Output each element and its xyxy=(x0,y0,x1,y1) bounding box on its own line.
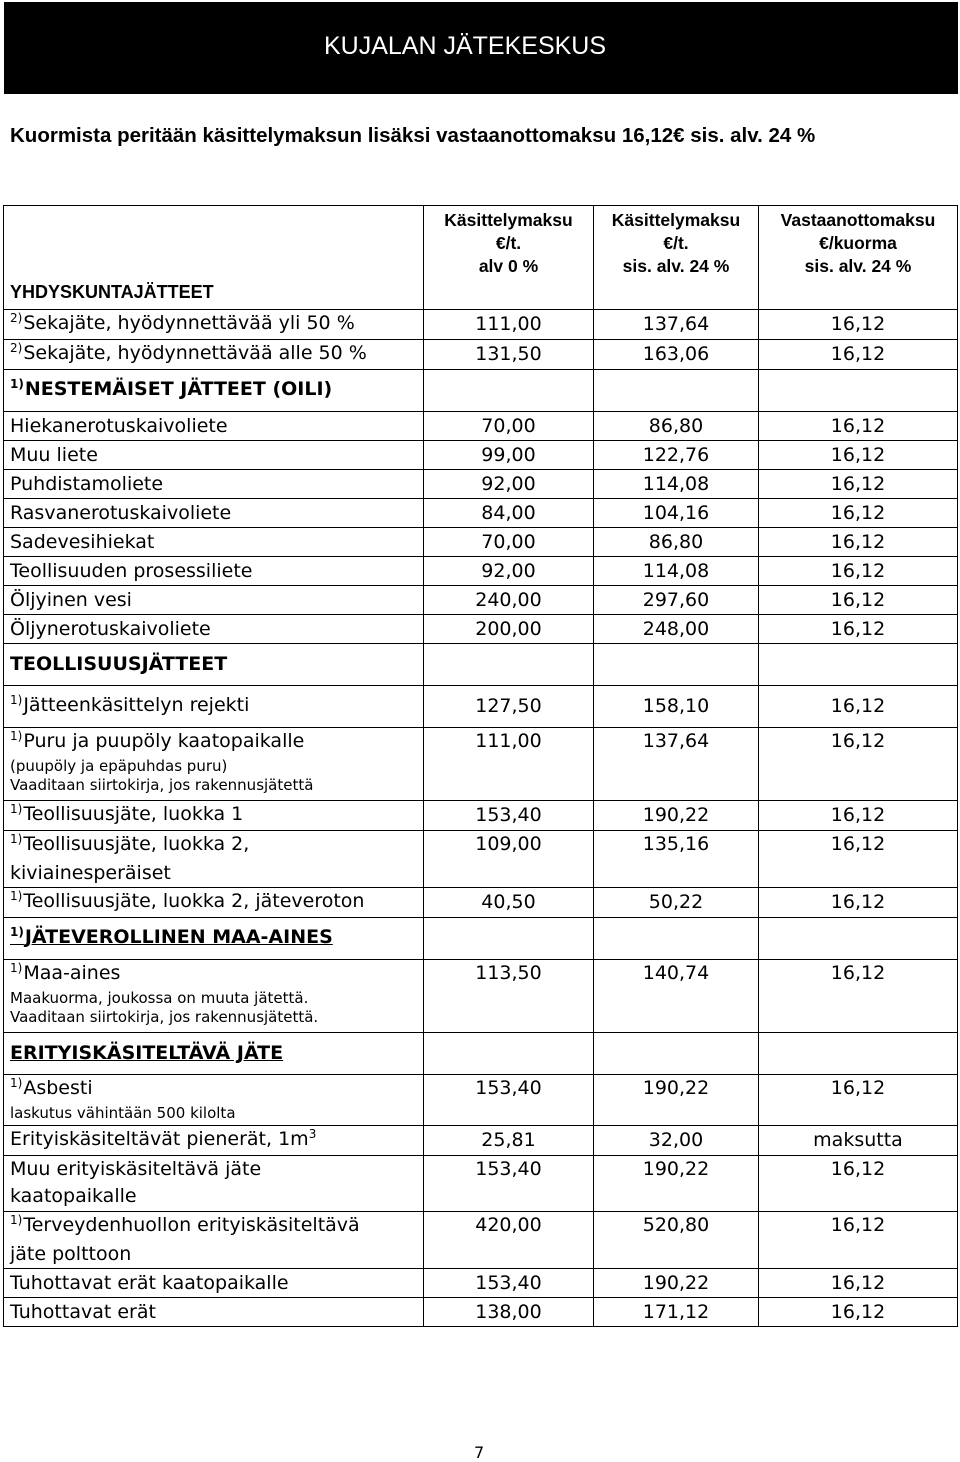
price-cell xyxy=(594,370,759,412)
col-header-handling-fee-vat xyxy=(594,206,759,310)
page-number: 7 xyxy=(474,1443,485,1462)
price-cell: 297,60 xyxy=(594,586,759,615)
table-row xyxy=(4,310,958,340)
row-label-text xyxy=(10,1272,289,1294)
row-label-text xyxy=(10,444,98,466)
label-text: Muu liete xyxy=(10,443,98,466)
label-text: Teollisuusjäte, luokka 1 xyxy=(23,803,244,825)
price-table xyxy=(3,205,958,1327)
row-label-text xyxy=(10,531,154,553)
price-cell: 16,12 xyxy=(759,831,958,888)
price-cell: 40,50 xyxy=(424,888,594,918)
table-row xyxy=(4,1075,958,1126)
footnote-marker: 2) xyxy=(10,341,23,355)
price-cell: 114,08 xyxy=(594,557,759,586)
label-text: Sadevesihiekat xyxy=(10,530,155,553)
price-cell: 138,00 xyxy=(424,1298,594,1327)
label-text: Terveydenhuollon erityiskäsiteltävä xyxy=(23,1214,360,1236)
label-text: Puru ja puupöly kaatopaikalle xyxy=(23,730,305,752)
row-label-text xyxy=(10,803,243,825)
row-label xyxy=(4,340,424,370)
price-cell: 190,22 xyxy=(594,1269,759,1298)
price-cell: maksutta xyxy=(759,1126,958,1156)
table-row xyxy=(4,1126,958,1156)
col-header-line: sis. alv. 24 % xyxy=(804,256,912,276)
row-label-text xyxy=(10,312,355,334)
price-cell xyxy=(424,644,594,686)
price-cell: 127,50 xyxy=(424,686,594,728)
row-label xyxy=(4,586,424,615)
label-text: Sekajäte, hyödynnettävää alle 50 % xyxy=(23,342,367,364)
table-row xyxy=(4,528,958,557)
row-label xyxy=(4,557,424,586)
row-label-text xyxy=(10,618,211,640)
row-label-text xyxy=(10,1214,360,1236)
price-cell: 16,12 xyxy=(759,888,958,918)
row-label xyxy=(4,528,424,557)
label-text: NESTEMÄISET JÄTTEET (OILI) xyxy=(24,378,333,400)
row-note: (puupöly ja epäpuhdas puru) xyxy=(10,757,228,775)
label-text: Tuhottavat erät xyxy=(10,1300,156,1323)
price-cell: 16,12 xyxy=(759,1269,958,1298)
table-row xyxy=(4,1156,958,1212)
price-cell: 16,12 xyxy=(759,960,958,1033)
label-text: Muu erityiskäsiteltävä jäte xyxy=(10,1158,262,1180)
table-row xyxy=(4,412,958,441)
row-label xyxy=(4,1212,424,1269)
row-label-text xyxy=(10,1042,283,1064)
row-label xyxy=(4,801,424,831)
row-label xyxy=(4,310,424,340)
price-cell: 113,50 xyxy=(424,960,594,1033)
row-label xyxy=(4,1033,424,1075)
price-cell: 114,08 xyxy=(594,470,759,499)
label-text: Hiekanerotuskaivoliete xyxy=(10,414,228,437)
table-row xyxy=(4,586,958,615)
table-row xyxy=(4,470,958,499)
price-cell: 16,12 xyxy=(759,728,958,801)
table-header-row xyxy=(4,206,958,310)
footnote-marker: 1) xyxy=(10,377,24,391)
row-label xyxy=(4,728,424,801)
price-cell: 16,12 xyxy=(759,586,958,615)
label-text-continued: kaatopaikalle xyxy=(10,1185,137,1207)
price-cell: 16,12 xyxy=(759,340,958,370)
label-text: Rasvanerotuskaivoliete xyxy=(10,501,232,524)
table-row xyxy=(4,831,958,888)
price-cell xyxy=(594,644,759,686)
fee-notice: Kuormista peritään käsittelymaksun lisäksi vastaanottomaksu 16,12€ sis. alv. 24 % xyxy=(10,124,816,147)
price-cell: 86,80 xyxy=(594,528,759,557)
price-cell: 137,64 xyxy=(594,310,759,340)
row-label-text xyxy=(10,342,367,364)
label-text: TEOLLISUUSJÄTTEET xyxy=(10,653,228,675)
price-cell: 16,12 xyxy=(759,528,958,557)
footnote-marker: 1) xyxy=(10,925,24,939)
price-cell: 86,80 xyxy=(594,412,759,441)
price-cell: 163,06 xyxy=(594,340,759,370)
row-label-text xyxy=(10,890,364,912)
row-label xyxy=(4,1075,424,1126)
row-label xyxy=(4,370,424,412)
price-cell: 16,12 xyxy=(759,1298,958,1327)
price-cell: 92,00 xyxy=(424,557,594,586)
price-cell xyxy=(424,918,594,960)
table-row xyxy=(4,340,958,370)
price-cell: 200,00 xyxy=(424,615,594,644)
price-cell: 190,22 xyxy=(594,1156,759,1212)
price-cell: 109,00 xyxy=(424,831,594,888)
price-cell: 190,22 xyxy=(594,1075,759,1126)
category-header: YHDYSKUNTAJÄTTEET xyxy=(4,206,424,310)
row-label xyxy=(4,888,424,918)
price-cell: 140,74 xyxy=(594,960,759,1033)
price-cell xyxy=(424,370,594,412)
row-label xyxy=(4,1269,424,1298)
row-label-text xyxy=(10,378,332,400)
table-row xyxy=(4,1212,958,1269)
col-header-line: alv 0 % xyxy=(478,256,539,276)
table-row xyxy=(4,728,958,801)
row-label-text xyxy=(10,694,249,716)
price-cell: 16,12 xyxy=(759,801,958,831)
price-cell xyxy=(594,1033,759,1075)
table-row xyxy=(4,499,958,528)
footnote-marker: 1) xyxy=(10,729,23,743)
row-note: Vaaditaan siirtokirja, jos rakennusjätettä. xyxy=(10,1008,319,1026)
footnote-marker: 1) xyxy=(10,889,23,903)
label-text: ERITYISKÄSITELTÄVÄ JÄTE xyxy=(10,1042,284,1064)
price-cell: 16,12 xyxy=(759,615,958,644)
price-cell: 16,12 xyxy=(759,557,958,586)
row-label-text xyxy=(10,730,304,752)
row-label xyxy=(4,615,424,644)
footnote-marker: 2) xyxy=(10,311,23,325)
table-row xyxy=(4,557,958,586)
price-cell: 190,22 xyxy=(594,801,759,831)
row-label xyxy=(4,1298,424,1327)
price-cell: 135,16 xyxy=(594,831,759,888)
price-cell: 153,40 xyxy=(424,1269,594,1298)
superscript: 3 xyxy=(308,1127,317,1141)
table-row xyxy=(4,686,958,728)
col-header-line: €/t. xyxy=(663,233,689,253)
label-text: JÄTEVEROLLINEN MAA-AINES xyxy=(24,926,333,948)
row-label xyxy=(4,470,424,499)
price-cell xyxy=(759,644,958,686)
footnote-marker: 1) xyxy=(10,1213,23,1227)
row-label-text xyxy=(10,833,249,855)
price-cell: 153,40 xyxy=(424,1156,594,1212)
price-cell: 153,40 xyxy=(424,1075,594,1126)
price-cell: 16,12 xyxy=(759,441,958,470)
row-label xyxy=(4,960,424,1033)
price-cell: 420,00 xyxy=(424,1212,594,1269)
price-cell: 70,00 xyxy=(424,528,594,557)
price-cell: 70,00 xyxy=(424,412,594,441)
price-cell: 32,00 xyxy=(594,1126,759,1156)
table-row xyxy=(4,960,958,1033)
label-text: Tuhottavat erät kaatopaikalle xyxy=(10,1271,289,1294)
col-header-line: Käsittelymaksu xyxy=(444,210,573,230)
row-note: laskutus vähintään 500 kilolta xyxy=(10,1104,236,1122)
col-header-line: Vastaanottomaksu xyxy=(780,210,936,230)
table-row xyxy=(4,888,958,918)
price-cell xyxy=(759,1033,958,1075)
row-label-text xyxy=(10,1077,93,1099)
row-label-text xyxy=(10,589,132,611)
price-cell: 50,22 xyxy=(594,888,759,918)
row-label xyxy=(4,644,424,686)
price-cell: 99,00 xyxy=(424,441,594,470)
price-cell: 16,12 xyxy=(759,1156,958,1212)
price-cell: 16,12 xyxy=(759,412,958,441)
price-cell: 240,00 xyxy=(424,586,594,615)
row-label xyxy=(4,686,424,728)
table-row xyxy=(4,1033,958,1075)
footnote-marker: 1) xyxy=(10,1076,23,1090)
row-label-text xyxy=(10,653,227,675)
price-cell xyxy=(424,1033,594,1075)
price-cell: 171,12 xyxy=(594,1298,759,1327)
label-text: Öljyinen vesi xyxy=(10,588,132,611)
price-cell: 111,00 xyxy=(424,728,594,801)
footnote-marker: 1) xyxy=(10,693,23,707)
row-label xyxy=(4,412,424,441)
col-header-reception-fee xyxy=(759,206,958,310)
row-label-text xyxy=(10,1128,317,1150)
price-cell: 25,81 xyxy=(424,1126,594,1156)
row-label-text xyxy=(10,560,252,582)
label-text: Asbesti xyxy=(23,1077,93,1099)
price-cell: 16,12 xyxy=(759,686,958,728)
row-label xyxy=(4,1156,424,1212)
price-cell: 84,00 xyxy=(424,499,594,528)
price-cell: 111,00 xyxy=(424,310,594,340)
col-header-handling-fee-net xyxy=(424,206,594,310)
price-cell xyxy=(759,918,958,960)
row-label-text xyxy=(10,502,231,524)
banner-title: KUJALAN JÄTEKESKUS xyxy=(324,32,607,60)
label-text: Erityiskäsiteltävät pienerät, 1m xyxy=(10,1128,309,1150)
row-note: Vaaditaan siirtokirja, jos rakennusjätettä xyxy=(10,776,314,794)
row-label-text xyxy=(10,473,163,495)
col-header-line: €/kuorma xyxy=(819,233,897,253)
row-label-text xyxy=(10,962,120,984)
row-label xyxy=(4,441,424,470)
label-text-continued: jäte polttoon xyxy=(10,1243,132,1265)
label-text: Jätteenkäsittelyn rejekti xyxy=(23,694,250,716)
label-text: Teollisuuden prosessiliete xyxy=(10,559,253,582)
table-row xyxy=(4,1269,958,1298)
table-row xyxy=(4,801,958,831)
label-text: Teollisuusjäte, luokka 2, xyxy=(23,833,250,855)
price-cell: 92,00 xyxy=(424,470,594,499)
price-cell: 16,12 xyxy=(759,470,958,499)
price-cell xyxy=(759,370,958,412)
footnote-marker: 1) xyxy=(10,961,23,975)
table-row xyxy=(4,1298,958,1327)
row-note: Maakuorma, joukossa on muuta jätettä. xyxy=(10,989,309,1007)
row-label-text xyxy=(10,415,228,437)
table-row xyxy=(4,441,958,470)
row-label-text xyxy=(10,1301,156,1323)
price-cell: 104,16 xyxy=(594,499,759,528)
table-row xyxy=(4,918,958,960)
price-cell: 248,00 xyxy=(594,615,759,644)
price-cell: 16,12 xyxy=(759,1212,958,1269)
row-label xyxy=(4,831,424,888)
price-cell: 16,12 xyxy=(759,1075,958,1126)
row-label xyxy=(4,499,424,528)
row-label-text xyxy=(10,1158,261,1180)
price-cell: 158,10 xyxy=(594,686,759,728)
price-cell: 122,76 xyxy=(594,441,759,470)
footnote-marker: 1) xyxy=(10,802,23,816)
row-label xyxy=(4,918,424,960)
row-label xyxy=(4,1126,424,1156)
table-row xyxy=(4,644,958,686)
col-header-line: sis. alv. 24 % xyxy=(622,256,730,276)
col-header-line: €/t. xyxy=(495,233,522,253)
col-header-line: Käsittelymaksu xyxy=(611,210,741,230)
label-text: Sekajäte, hyödynnettävää yli 50 % xyxy=(23,312,355,334)
price-cell: 16,12 xyxy=(759,310,958,340)
price-cell: 131,50 xyxy=(424,340,594,370)
label-text: Puhdistamoliete xyxy=(10,472,164,495)
price-cell: 153,40 xyxy=(424,801,594,831)
label-text-continued: kiviainesperäiset xyxy=(10,862,171,884)
title-banner xyxy=(4,2,958,94)
table-row xyxy=(4,615,958,644)
label-text: Maa-aines xyxy=(23,962,121,984)
price-cell: 520,80 xyxy=(594,1212,759,1269)
footnote-marker: 1) xyxy=(10,832,23,846)
price-cell xyxy=(594,918,759,960)
label-text: Teollisuusjäte, luokka 2, jäteveroton xyxy=(23,890,365,912)
row-label-text xyxy=(10,926,333,948)
price-cell: 137,64 xyxy=(594,728,759,801)
table-row xyxy=(4,370,958,412)
label-text: Öljynerotuskaivoliete xyxy=(10,617,211,640)
price-cell: 16,12 xyxy=(759,499,958,528)
